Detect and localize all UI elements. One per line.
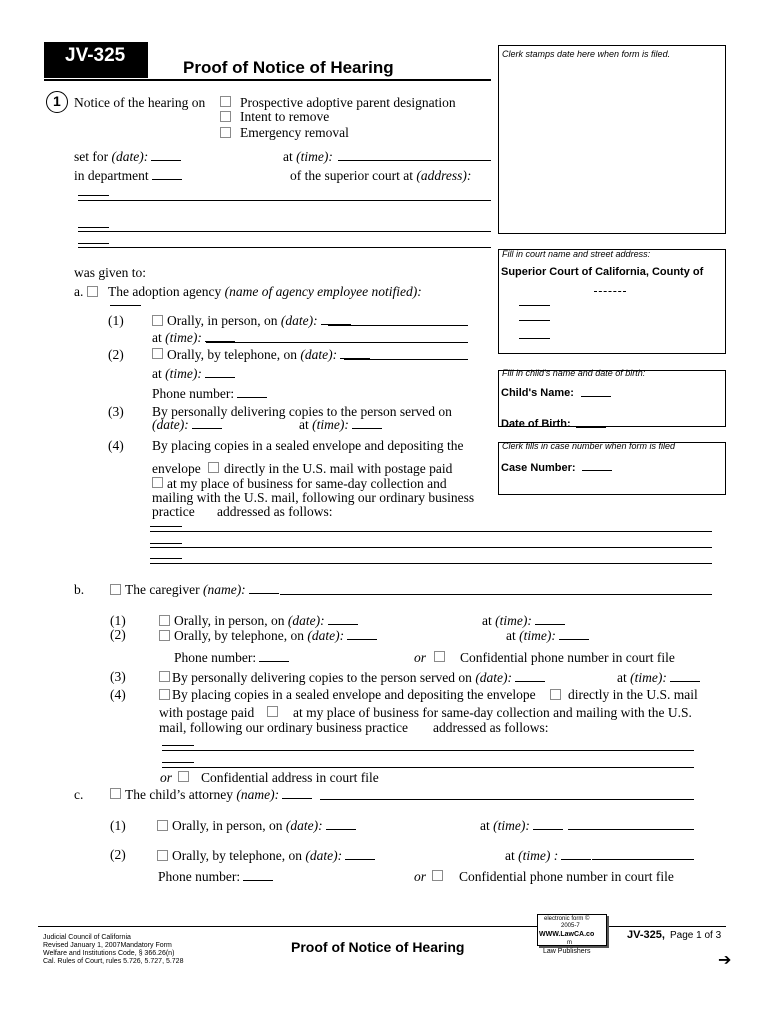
- item-number: 1: [53, 93, 61, 109]
- a-in-person-time-line[interactable]: [206, 342, 468, 343]
- stamp-line-3[interactable]: WWW.LawCA.co: [539, 931, 595, 938]
- option-intent-to-remove: Intent to remove: [240, 109, 330, 124]
- was-given-to: was given to:: [74, 265, 146, 280]
- c-in-person-date-blank[interactable]: [326, 819, 356, 830]
- option-prospective-adoptive: Prospective adoptive parent designation: [240, 95, 456, 110]
- b-in-person-time: at (time):: [482, 613, 565, 628]
- b-phone-or: or: [414, 650, 427, 665]
- address-short-3: [78, 243, 109, 244]
- a-in-person-date-line[interactable]: [328, 325, 468, 326]
- b-telephone-time: at (time):: [506, 628, 589, 643]
- department-label: in department: [74, 168, 182, 183]
- child-dob-label: Date of Birth:: [501, 418, 571, 430]
- b-in-person-date-blank[interactable]: [328, 614, 358, 625]
- caregiver-label: The caregiver (name):: [125, 582, 279, 597]
- a-telephone-date-line[interactable]: [344, 359, 468, 360]
- a-in-person-time-blank[interactable]: [205, 331, 235, 342]
- agency-name-blank[interactable]: [110, 305, 141, 306]
- page-title: Proof of Notice of Hearing: [183, 58, 394, 77]
- checkbox-b-sealed[interactable]: [159, 689, 170, 700]
- c-telephone-date-blank[interactable]: [345, 849, 375, 860]
- next-page-arrow-icon[interactable]: ➔: [718, 952, 732, 969]
- footer-left-2: Revised January 1, 2007Mandatory Form: [43, 942, 172, 949]
- b-business-line: at my place of business for same-day collection and mailing with the U.S.: [293, 705, 692, 720]
- b-addressed-as-follows: addressed as follows:: [433, 720, 549, 735]
- child-box-label: Fill in child's name and date of birth:: [502, 368, 646, 378]
- a-telephone-time-blank[interactable]: [205, 367, 235, 378]
- checkbox-a-business-mail[interactable]: [152, 477, 163, 488]
- b-delivering-time-blank[interactable]: [670, 671, 700, 682]
- checkbox-prospective-adoptive[interactable]: [220, 96, 231, 107]
- a-address-short-3: [150, 558, 182, 559]
- b-address-line-1[interactable]: [162, 750, 694, 751]
- checkbox-b-business-mail[interactable]: [267, 706, 278, 717]
- a-direct-mail-label: directly in the U.S. mail with postage paid: [224, 461, 453, 476]
- c-phone-number-blank[interactable]: [243, 870, 273, 881]
- case-number-label: Case Number:: [501, 462, 576, 474]
- address-short-2: [78, 227, 109, 228]
- b-in-person-label: Orally, in person, on (date):: [174, 613, 358, 628]
- court-address-line-3[interactable]: [519, 338, 550, 339]
- set-for-label: set for (date):: [74, 149, 181, 164]
- hearing-date-blank[interactable]: [151, 150, 181, 161]
- checkbox-c-telephone[interactable]: [157, 850, 168, 861]
- law-publishers: Law Publishers: [543, 948, 591, 955]
- a-item-1-number: (1): [108, 313, 124, 328]
- address-short-1: [78, 195, 109, 196]
- checkbox-a-direct-mail[interactable]: [208, 462, 219, 473]
- checkbox-b-confidential-phone[interactable]: [434, 651, 445, 662]
- a-telephone-label: Orally, by telephone, on (date):: [167, 347, 370, 362]
- c-item-1-number: (1): [110, 818, 126, 833]
- b-delivering-label: By personally delivering copies to the person served on (date):: [172, 670, 545, 685]
- c-phone-or: or: [414, 869, 427, 884]
- a-address-short-1: [150, 526, 182, 527]
- checkbox-b-delivering[interactable]: [159, 671, 170, 682]
- department-blank[interactable]: [152, 169, 182, 180]
- footer-left-1: Judicial Council of California: [43, 934, 131, 941]
- c-telephone-time: at (time) :: [505, 848, 591, 863]
- b-telephone-date-blank[interactable]: [347, 629, 377, 640]
- address-line-1[interactable]: [78, 200, 491, 201]
- footer-rule: [38, 926, 726, 927]
- b-address-short-2: [162, 762, 194, 763]
- b-phone-number-blank[interactable]: [259, 651, 289, 662]
- clerk-stamp-box: [498, 45, 726, 234]
- a-delivering-date-blank[interactable]: [192, 418, 222, 429]
- attorney-name-blank[interactable]: [282, 788, 312, 799]
- a-envelope-word: envelope: [152, 461, 201, 476]
- b-item-2-number: (2): [110, 627, 126, 642]
- a-address-line-3[interactable]: [150, 563, 712, 564]
- checkbox-emergency-removal[interactable]: [220, 127, 231, 138]
- checkbox-a-in-person[interactable]: [152, 315, 163, 326]
- checkbox-a-telephone[interactable]: [152, 348, 163, 359]
- c-telephone-time-blank[interactable]: [561, 849, 591, 860]
- court-address-label: of the superior court at (address):: [290, 168, 472, 183]
- c-item-2-number: (2): [110, 847, 126, 862]
- a-business-line-1: at my place of business for same-day collection and: [167, 476, 447, 491]
- section-a-letter: a.: [74, 284, 84, 299]
- address-line-2[interactable]: [78, 231, 491, 232]
- checkbox-childs-attorney[interactable]: [110, 788, 121, 799]
- a-address-line-1[interactable]: [150, 531, 712, 532]
- court-address-line-2[interactable]: [519, 320, 550, 321]
- c-in-person-time-blank[interactable]: [533, 819, 563, 830]
- b-address-or: or: [160, 770, 173, 785]
- stamp-line-4: m: [567, 940, 572, 946]
- b-confidential-address: Confidential address in court file: [201, 770, 379, 785]
- adoption-agency-label: The adoption agency (name of agency employee notified):: [108, 284, 422, 299]
- checkbox-b-confidential-address[interactable]: [178, 771, 189, 782]
- b-phone-number: Phone number:: [174, 650, 289, 665]
- a-business-line-2: mailing with the U.S. mail, following our ordinary business: [152, 490, 475, 505]
- case-number-blank[interactable]: [582, 470, 612, 471]
- b-confidential-phone: Confidential phone number in court file: [460, 650, 675, 665]
- b-delivering-date-blank[interactable]: [515, 671, 545, 682]
- address-line-3[interactable]: [78, 247, 491, 248]
- attorney-name-line[interactable]: [320, 799, 694, 800]
- section-b-letter: b.: [74, 582, 85, 597]
- c-confidential-phone: Confidential phone number in court file: [459, 869, 674, 884]
- section-c-letter: c.: [74, 787, 84, 802]
- b-direct-mail: directly in the U.S. mail: [568, 687, 698, 702]
- a-in-person-date-blank[interactable]: [321, 314, 351, 325]
- a-sealed-envelope-label: By placing copies in a sealed envelope and depositing the: [152, 438, 464, 453]
- form-number: JV-325: [65, 45, 126, 66]
- c-phone-number: Phone number:: [158, 869, 273, 884]
- footer-left-4: Cal. Rules of Court, rules 5.726, 5.727, 5.728: [43, 958, 184, 965]
- footer-form-number: JV-325,: [627, 929, 665, 941]
- b-delivering-time: at (time):: [617, 670, 700, 685]
- c-in-person-label: Orally, in person, on (date):: [172, 818, 356, 833]
- checkbox-b-in-person[interactable]: [159, 615, 170, 626]
- childs-attorney-label: The child’s attorney (name):: [125, 787, 312, 802]
- child-name-blank[interactable]: [581, 396, 611, 397]
- child-name-label: Child's Name:: [501, 387, 574, 399]
- c-in-person-time: at (time):: [480, 818, 563, 833]
- b-sealed-label: By placing copies in a sealed envelope and depositing the envelope: [172, 687, 536, 702]
- b-with-postage: with postage paid: [159, 705, 255, 720]
- b-telephone-time-blank[interactable]: [559, 629, 589, 640]
- b-item-4-number: (4): [110, 687, 126, 702]
- a-phone-number: Phone number:: [152, 386, 267, 401]
- a-delivering-date: (date):: [152, 417, 222, 432]
- a-item-3-number: (3): [108, 404, 124, 419]
- footer-page: Page 1 of 3: [670, 930, 722, 941]
- footer-title: Proof of Notice of Hearing: [291, 939, 465, 955]
- a-delivering-time: at (time):: [299, 417, 382, 432]
- caregiver-name-line[interactable]: [280, 594, 712, 595]
- a-address-short-2: [150, 543, 182, 544]
- a-addressed-as-follows: addressed as follows:: [217, 504, 333, 519]
- option-emergency-removal: Emergency removal: [240, 125, 349, 140]
- checkbox-b-telephone[interactable]: [159, 630, 170, 641]
- footer-left-3: Welfare and Institutions Code, § 366.26(n): [43, 950, 175, 957]
- checkbox-c-confidential-phone[interactable]: [432, 870, 443, 881]
- court-blank[interactable]: [594, 291, 626, 292]
- clerk-stamp-label: Clerk stamps date here when form is filed.: [502, 49, 671, 59]
- b-address-short-1: [162, 745, 194, 746]
- b-item-1-number: (1): [110, 613, 126, 628]
- stamp-line-2: 2005-7: [561, 923, 580, 929]
- checkbox-adoption-agency[interactable]: [87, 286, 98, 297]
- c-telephone-label: Orally, by telephone, on (date):: [172, 848, 375, 863]
- a-delivering-label: By personally delivering copies to the person served on: [152, 404, 452, 419]
- court-address-line-1[interactable]: [519, 305, 550, 306]
- stamp-line-1: electronic form ©: [544, 916, 590, 922]
- a-in-person-label: Orally, in person, on (date):: [167, 313, 351, 328]
- a-delivering-time-blank[interactable]: [352, 418, 382, 429]
- b-address-line-2[interactable]: [162, 767, 694, 768]
- checkbox-b-direct-mail[interactable]: [550, 689, 561, 700]
- a-practice: practice: [152, 504, 195, 519]
- child-dob-blank[interactable]: [576, 427, 606, 428]
- case-box-label: Clerk fills in case number when form is filed: [502, 441, 676, 451]
- court-name: Superior Court of California, County of: [501, 266, 704, 278]
- b-business-line-2: mail, following our ordinary business practice: [159, 720, 408, 735]
- c-telephone-time-line[interactable]: [592, 859, 694, 860]
- hearing-time-label: at (time):: [283, 149, 333, 164]
- a-address-line-2[interactable]: [150, 547, 712, 548]
- checkbox-caregiver[interactable]: [110, 584, 121, 595]
- hearing-time-line[interactable]: [338, 160, 491, 161]
- court-box-label: Fill in court name and street address:: [502, 249, 651, 259]
- checkbox-c-in-person[interactable]: [157, 820, 168, 831]
- a-in-person-time: at (time):: [152, 330, 235, 345]
- a-phone-number-blank[interactable]: [237, 387, 267, 398]
- b-in-person-time-blank[interactable]: [535, 614, 565, 625]
- caregiver-name-blank[interactable]: [249, 583, 279, 594]
- checkbox-intent-to-remove[interactable]: [220, 111, 231, 122]
- b-telephone-label: Orally, by telephone, on (date):: [174, 628, 377, 643]
- a-item-2-number: (2): [108, 347, 124, 362]
- a-telephone-date-blank[interactable]: [340, 348, 370, 359]
- b-item-3-number: (3): [110, 669, 126, 684]
- a-item-4-number: (4): [108, 438, 124, 453]
- header-rule: [44, 79, 491, 81]
- c-in-person-time-line[interactable]: [568, 829, 694, 830]
- notice-lead: Notice of the hearing on: [74, 95, 206, 110]
- a-telephone-time: at (time):: [152, 366, 235, 381]
